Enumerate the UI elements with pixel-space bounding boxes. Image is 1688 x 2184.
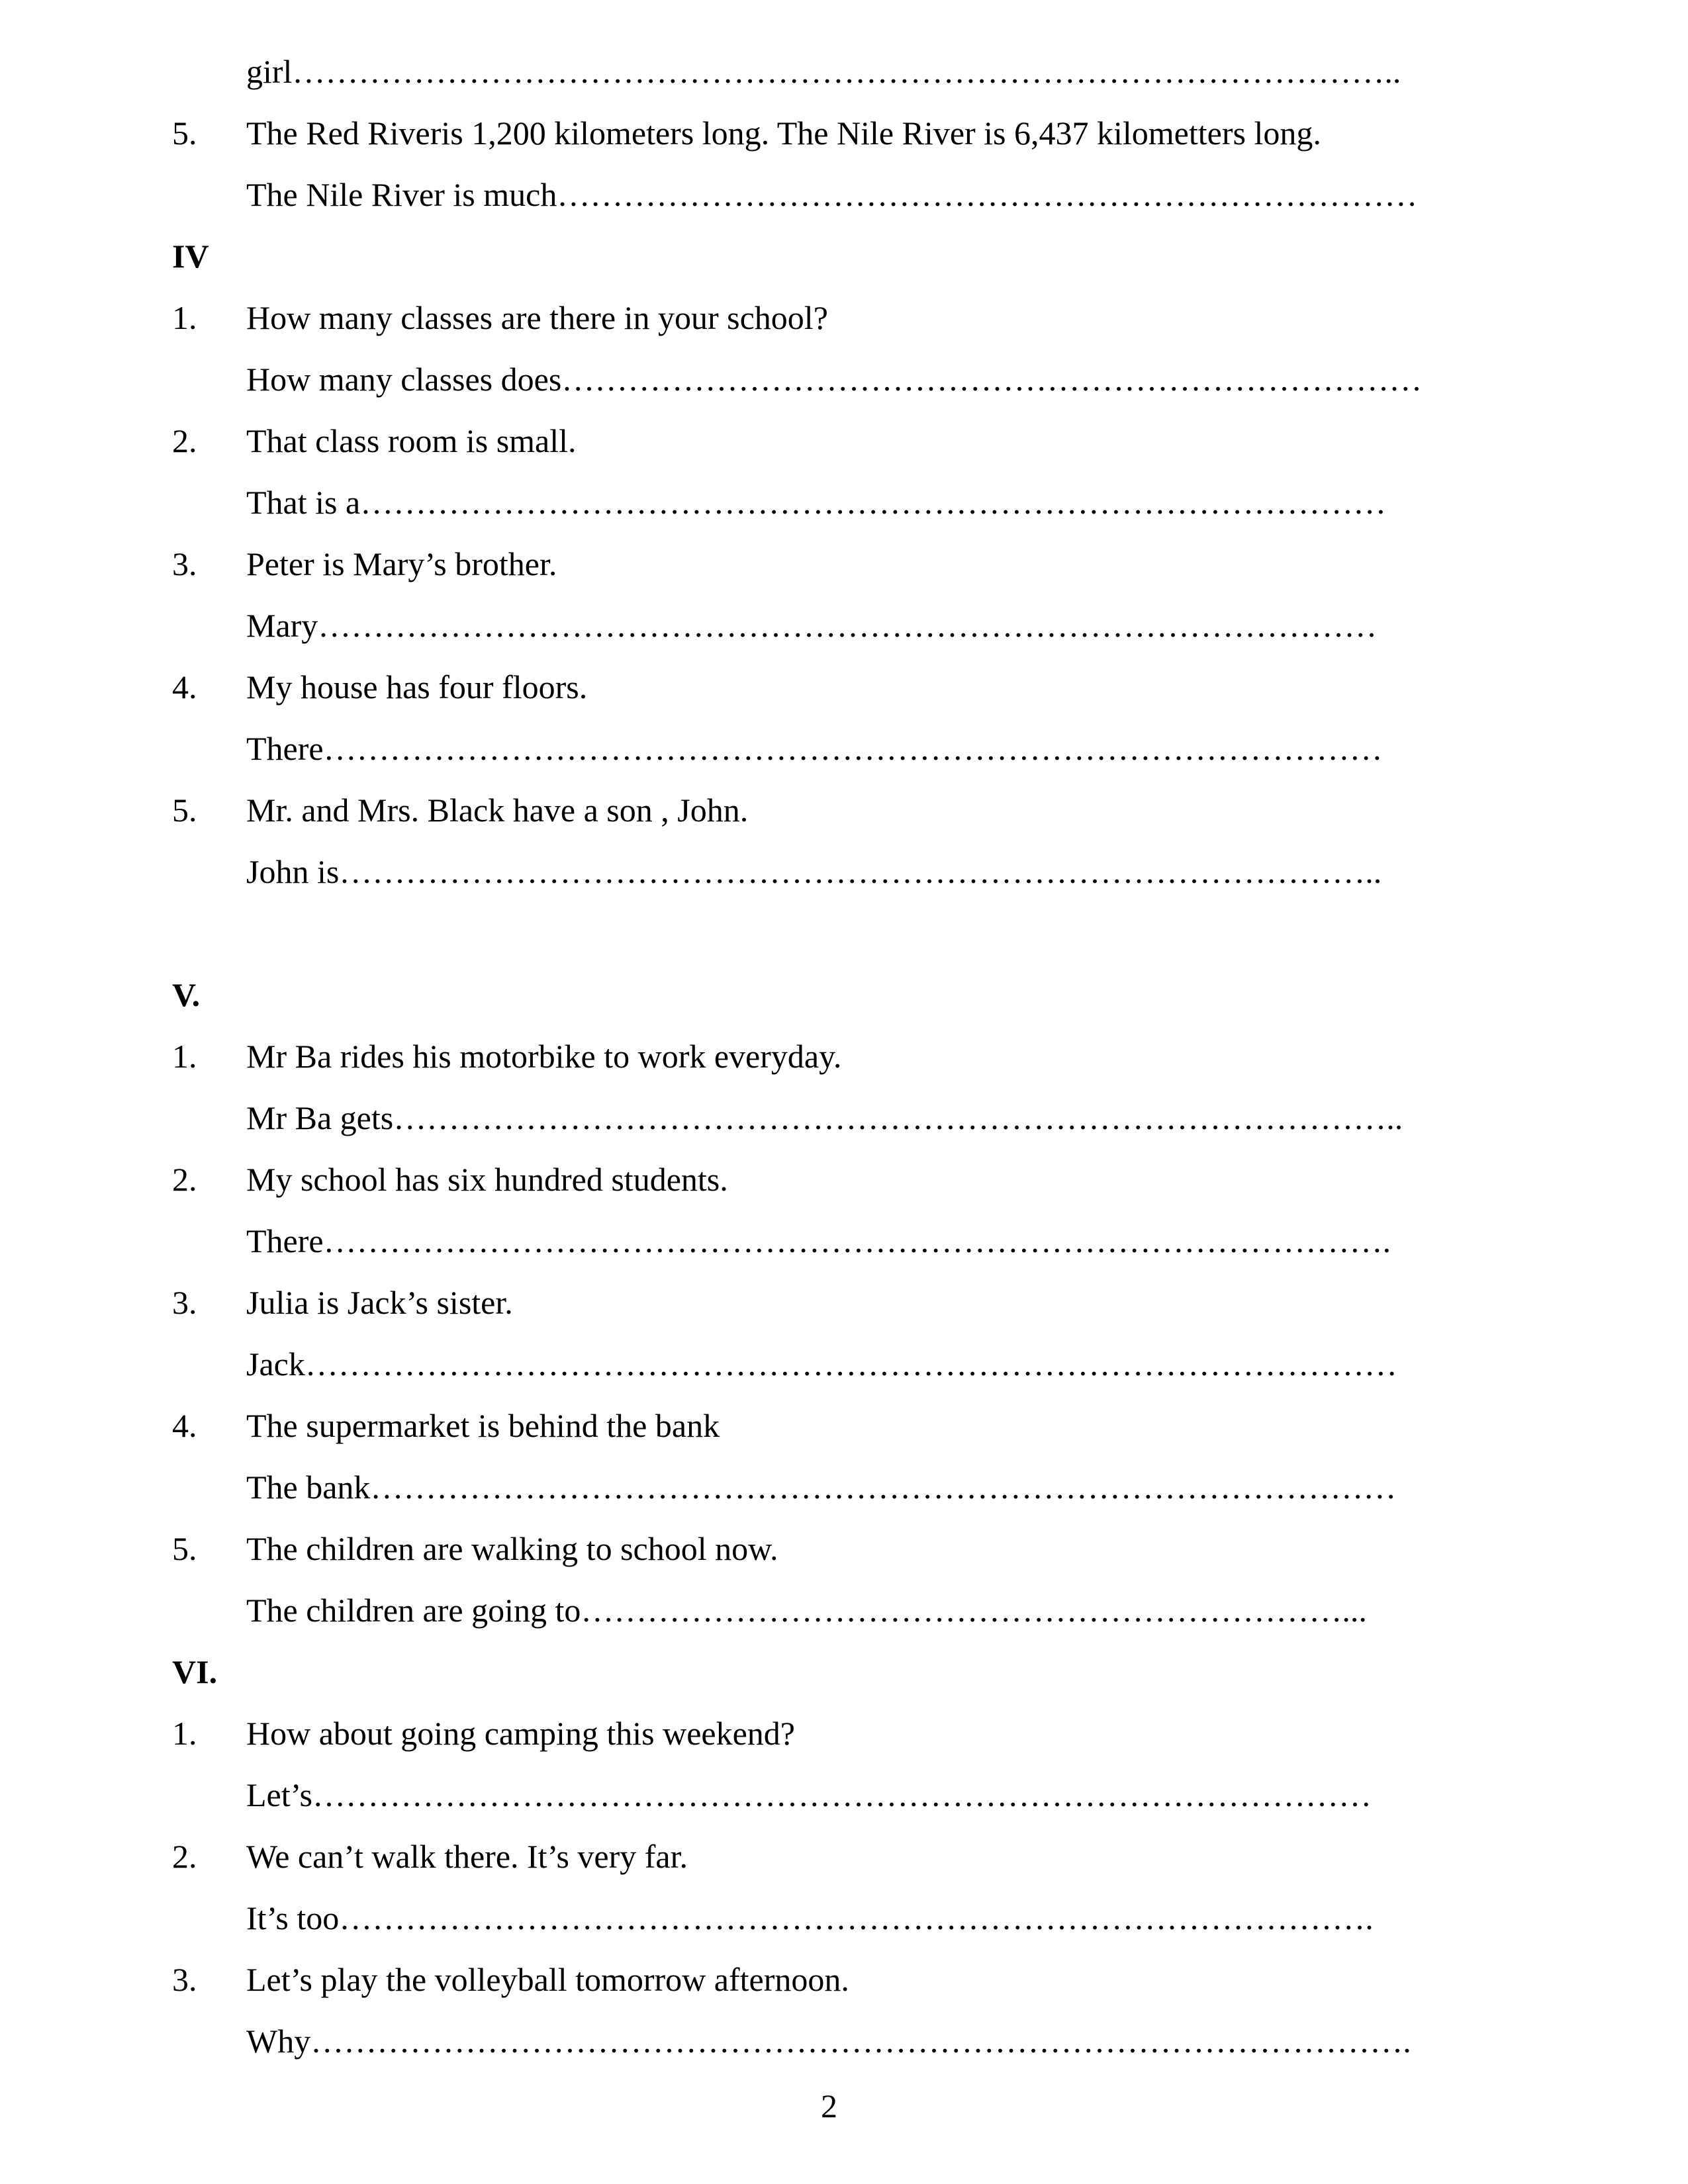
item-number: 2. [172,422,197,459]
answer-line: The bank………………………………………………………………………………… [246,1469,1397,1506]
item-number: 1. [172,1038,197,1075]
section-heading-iv: IV [172,238,209,275]
item-number: 2. [172,1161,197,1198]
answer-line: The children are going to……………………………………………………………... [246,1592,1367,1629]
question-text: My house has four floors. [246,668,588,705]
prev-answer-line: girl……………………………………………………………………………………….. [246,53,1401,90]
question-text: The children are walking to school now. [246,1530,778,1567]
question-text: Julia is Jack’s sister. [246,1284,513,1321]
answer-line: How many classes does…………………………………………………………………… [246,361,1423,398]
item-number: 3. [172,1284,197,1321]
question-text: How about going camping this weekend? [246,1715,795,1752]
answer-line: John is………………………………………………………………………………….. [246,853,1382,890]
page-number: 2 [821,2087,837,2124]
section-heading-v: V. [172,976,201,1013]
answer-line: The Nile River is much…………………………………………………………………… [246,176,1418,213]
item-number: 5. [172,1530,197,1567]
question-text: Peter is Mary’s brother. [246,545,557,582]
answer-line: There…………………………………………………………………………………… [246,730,1383,767]
answer-line: Mr Ba gets……………………………………………………………………………….. [246,1099,1403,1136]
question-text: How many classes are there in your school? [246,299,828,336]
question-text: Let’s play the volleyball tomorrow afternoon. [246,1961,849,1998]
question-text: My school has six hundred students. [246,1161,728,1198]
question-text: The Red Riveris 1,200 kilometers long. The Nile River is 6,437 kilometters long. [246,114,1321,152]
item-number: 5. [172,792,197,829]
item-number: 4. [172,1407,197,1444]
question-text: We can’t walk there. It’s very far. [246,1838,688,1875]
answer-line: It’s too…………………………………………………………………………………. [246,1899,1374,1936]
answer-line: Jack……………………………………………………………………………………… [246,1345,1397,1383]
question-text: Mr Ba rides his motorbike to work everyday. [246,1038,842,1075]
item-number: 1. [172,1715,197,1752]
question-text: That class room is small. [246,422,577,459]
answer-line: There……………………………………………………………………………………. [246,1222,1391,1259]
answer-line: That is a………………………………………………………………………………… [246,484,1387,521]
question-text: The supermarket is behind the bank [246,1407,720,1444]
question-text: Mr. and Mrs. Black have a son , John. [246,792,749,829]
answer-line: Mary…………………………………………………………………………………… [246,607,1378,644]
item-number: 1. [172,299,197,336]
item-number: 3. [172,545,197,582]
answer-line: Let’s…………………………………………………………………………………… [246,1776,1372,1813]
section-heading-vi: VI. [172,1653,218,1690]
item-number: 2. [172,1838,197,1875]
item-number: 3. [172,1961,197,1998]
item-number: 5. [172,114,197,152]
answer-line: Why………………………………………………………………………………………. [246,2023,1411,2060]
item-number: 4. [172,668,197,705]
